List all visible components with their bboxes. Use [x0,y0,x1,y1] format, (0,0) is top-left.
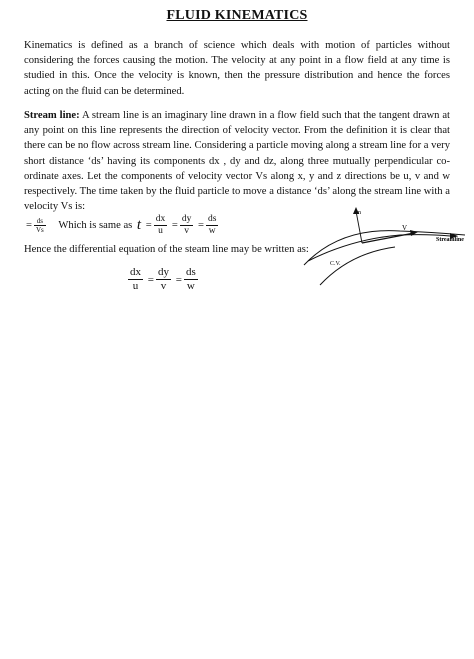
eq2-f2-den: v [160,280,167,292]
eq1-equals-2: = [171,220,178,231]
ds-over-vs-fraction [34,217,46,234]
label-streamline: Streamline [436,237,464,243]
eq2-equals-1: = [147,273,154,286]
stream-line-heading: Stream line: [24,110,80,121]
eq2-f1-den: u [132,280,139,292]
eq1-prefix: = [26,220,32,231]
eq1-equals-1: = [145,220,152,231]
eq2-dx-over-u [128,266,143,293]
eq2-f2-num: dy [157,266,169,278]
eq2-ds-over-w [184,266,198,293]
document-title: FLUID KINEMATICS [166,8,308,23]
eq2-equals-2: = [175,273,182,286]
eq1-f3-den: w [208,226,216,236]
stream-line-paragraph [24,108,450,214]
label-v: V [402,224,408,232]
hence-text: Hence the differential equation of the steam line may be written as: [24,244,309,255]
eq2-f3-num: ds [185,266,196,278]
t-symbol: t [136,217,142,233]
dx-over-u-fraction [154,214,168,237]
time-equation [24,214,324,244]
vs-denominator: Vs [35,226,44,234]
eq1-f1-den: u [158,226,163,236]
streamline-path [308,235,450,261]
ds-over-w-fraction [206,214,218,237]
eq2-dy-over-v [156,266,171,293]
eq1-f1-num: dx [155,214,166,224]
label-n: n [358,210,361,216]
label-cv: C.V. [330,261,341,267]
dy-over-v-fraction [180,214,194,237]
eq1-f2-den: v [184,226,189,236]
eq1-equals-3: = [198,220,205,231]
eq2-f3-den: w [186,280,195,292]
ds-numerator: ds [34,217,46,226]
eq1-f2-num: dy [181,214,192,224]
velocity-vector [362,233,414,243]
eq1-middle-text: Which is same as [58,220,133,231]
streamline-diagram [300,205,470,305]
stream-line-body: A stream line is an imaginary line drawn in a flow field such that the tangent drawn at any point on this line represents the direction of velocity vector. From the definition it is clear that there can be no flow across stream line. Considering a particle moving along a stream line for a very short distance ‘ds’ having its components dx , dy and dz, along three mutually perpendicular co-ordinate axes. Let the components of velocity vector Vs along x, y and z directions be u, v and w respectively. The time taken by the fluid particle to move a distance ‘ds’ along the stream line with a velocity Vs is: [24,110,450,213]
streamline-differential-equation [128,266,198,293]
intro-paragraph: Kinematics is defined as a branch of science which deals with motion of particles without considering the forces causing the motion. The velocity at any point in a flow field at any time is studied in this. Once the velocity is known, then the pressure distribution and hence the forces acting on the fluid can be determined. [24,40,450,97]
eq2-f1-num: dx [130,266,141,278]
eq1-f3-num: ds [208,214,217,224]
